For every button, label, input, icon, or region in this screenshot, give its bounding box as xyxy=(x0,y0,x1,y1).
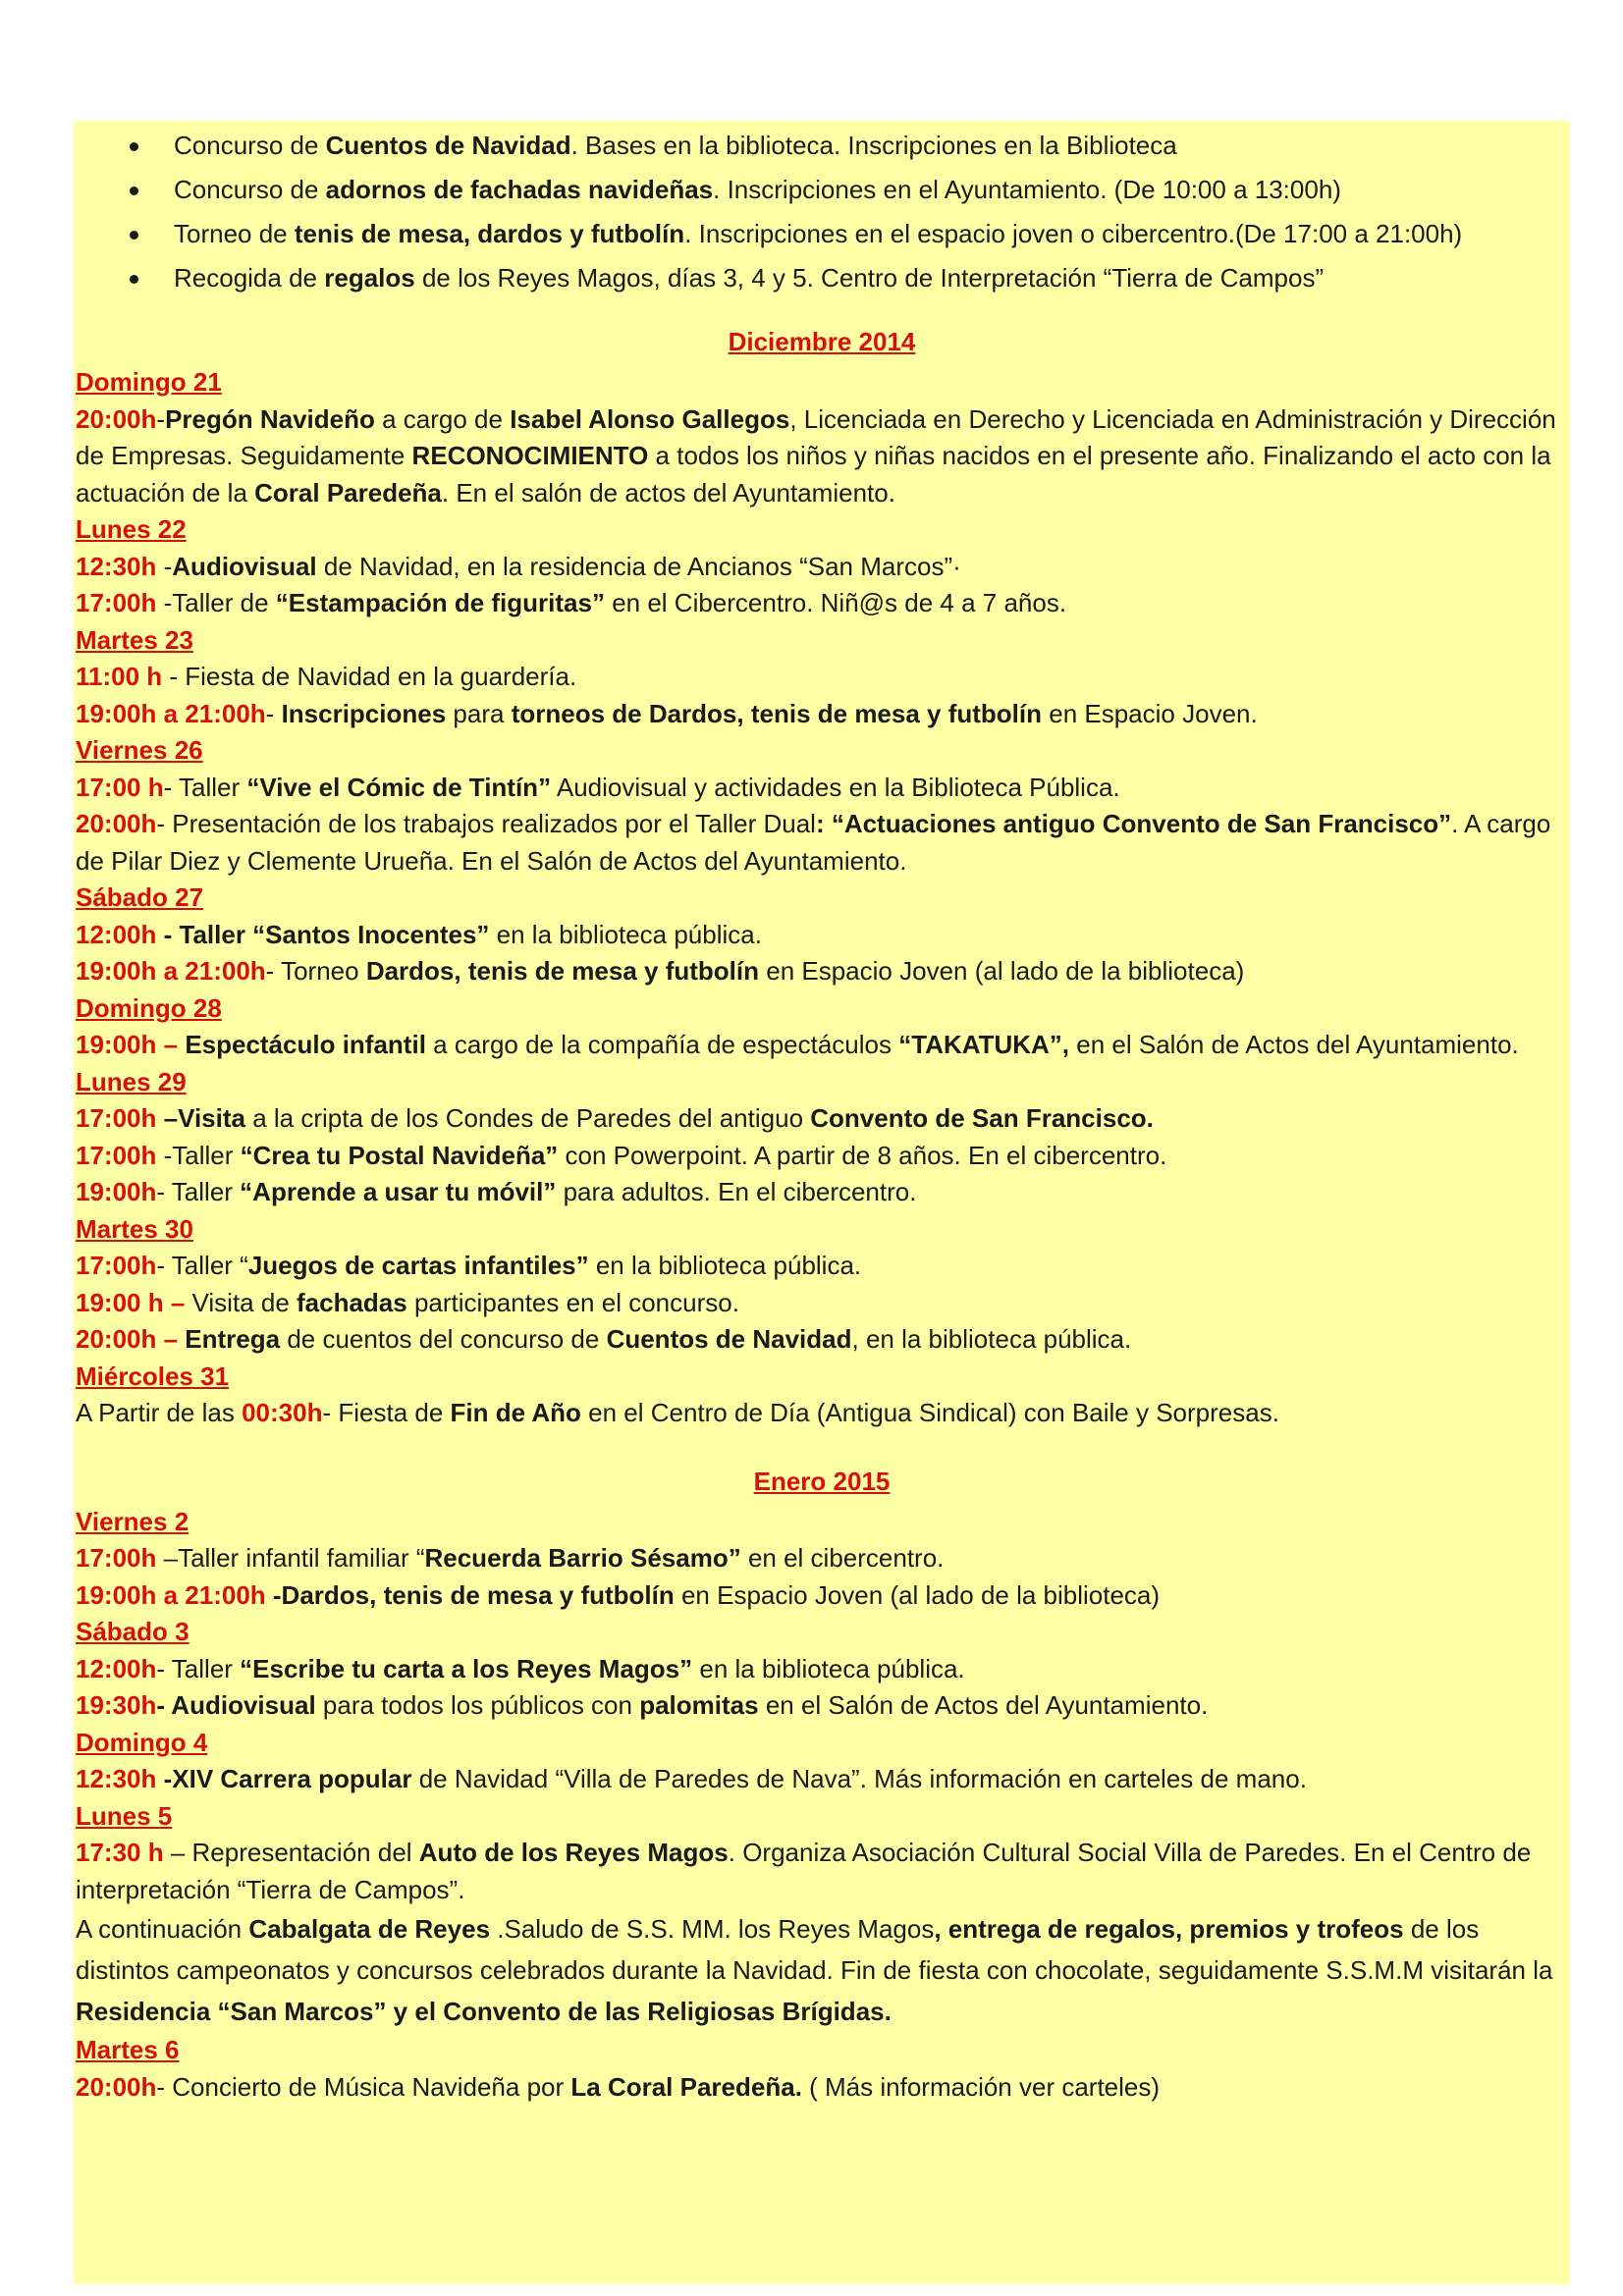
contest-list xyxy=(76,124,1568,300)
event-time: 17:00h xyxy=(76,1251,157,1280)
emphasis-text: - Audiovisual xyxy=(156,1690,316,1720)
bullet-item xyxy=(76,256,1568,300)
text-run: en el Salón de Actos del Ayuntamiento. xyxy=(758,1690,1209,1720)
text-run: para adultos. En el cibercentro. xyxy=(556,1177,917,1206)
text-run: - xyxy=(265,698,282,728)
emphasis-text: “Estampación de figuritas” xyxy=(275,588,605,617)
text-run: - xyxy=(156,403,166,434)
emphasis-text: Audiovisual xyxy=(172,551,317,581)
event-line xyxy=(76,1100,1568,1138)
emphasis-text: Dardos, tenis de mesa y futbolín xyxy=(365,956,760,986)
text-run: -Taller xyxy=(156,1140,241,1170)
text-run: A continuación xyxy=(76,1914,249,1944)
text-run: en la biblioteca pública. xyxy=(588,1251,862,1280)
day-heading: Lunes 22 xyxy=(76,514,187,544)
day-heading: Lunes 5 xyxy=(76,1800,173,1831)
event-line xyxy=(76,1174,1568,1211)
event-time: 20:00h xyxy=(76,2071,157,2102)
event-line xyxy=(76,549,1568,586)
text-run: - Taller xyxy=(156,1653,241,1683)
text-run: a la cripta de los Condes de Paredes del antiguo xyxy=(244,1103,811,1133)
text-run: - Fiesta de xyxy=(322,1398,451,1427)
bullet-item xyxy=(76,124,1568,168)
emphasis-text: Cabalgata de Reyes xyxy=(248,1914,491,1944)
bullet-item xyxy=(76,168,1568,212)
text-run: - Taller xyxy=(156,1177,241,1206)
event-time: 19:00h xyxy=(76,1177,157,1206)
event-time: 17:30 h xyxy=(76,1838,164,1867)
day-heading: Lunes 29 xyxy=(76,1066,187,1096)
text-run: , Licenciada en Derecho y Licenciada en Administración y Dirección de Empresas. Seguidamente xyxy=(76,403,1556,470)
event-time: 12:00h xyxy=(76,1653,157,1683)
event-line xyxy=(76,917,1568,954)
event-time: 17:00h xyxy=(76,1543,157,1573)
emphasis-text: RECONOCIMIENTO xyxy=(411,441,649,470)
text-run: con Powerpoint. A partir de 8 años. En el cibercentro. xyxy=(558,1140,1167,1170)
emphasis-text: Cuentos de Navidad xyxy=(606,1324,852,1354)
text-run: en la biblioteca pública. xyxy=(489,919,762,949)
text-run: en el Centro de Día (Antigua Sindical) con Baile y Sorpresas. xyxy=(580,1398,1279,1427)
emphasis-text: Cuentos de Navidad xyxy=(325,131,571,160)
emphasis-text: palomitas xyxy=(639,1690,759,1720)
event-line xyxy=(76,1321,1568,1359)
text-run: Torneo de xyxy=(174,219,295,248)
emphasis-text: Isabel Alonso Gallegos xyxy=(510,403,790,434)
event-line xyxy=(76,1577,1568,1615)
text-run: a cargo de xyxy=(374,403,511,434)
event-line xyxy=(76,1248,1568,1285)
emphasis-text: “Vive el Cómic de Tintín” xyxy=(246,772,552,802)
month-heading: Enero 2015 xyxy=(753,1466,891,1496)
emphasis-text: “Crea tu Postal Navideña” xyxy=(240,1140,559,1170)
text-run: en el Salón de Actos del Ayuntamiento. xyxy=(1069,1030,1519,1059)
event-line xyxy=(76,1651,1568,1688)
text-run: Recogida de xyxy=(174,263,325,293)
text-run: , en la biblioteca pública. xyxy=(851,1324,1132,1354)
text-run: Audiovisual y actividades en la Biblioteca Pública. xyxy=(551,772,1120,802)
day-heading: Sábado 27 xyxy=(76,882,204,912)
event-time: 12:30h xyxy=(76,1764,157,1793)
text-run: . En el salón de actos del Ayuntamiento. xyxy=(441,477,895,507)
text-run: de los distintos campeonatos y concursos celebrados durante la Navidad. Fin de fiesta con chocolate, seguidamente S.S.M.M visitarán la xyxy=(76,1914,1553,1985)
text-run: en Espacio Joven (al lado de la biblioteca) xyxy=(674,1579,1161,1610)
emphasis-text: Pregón Navideño xyxy=(165,403,375,434)
text-run: en el cibercentro. xyxy=(740,1543,945,1573)
text-run: Concurso de xyxy=(174,175,326,204)
event-line xyxy=(76,659,1568,696)
text-run: en la biblioteca pública. xyxy=(692,1653,965,1683)
emphasis-text: Inscripciones xyxy=(281,698,447,728)
text-run: para todos los públicos con xyxy=(315,1690,640,1720)
text-run: participantes en el concurso. xyxy=(406,1287,739,1317)
event-line xyxy=(76,585,1568,622)
text-run: de Navidad “Villa de Paredes de Nava”. Más información en carteles de mano. xyxy=(411,1764,1307,1793)
month-heading: Diciembre 2014 xyxy=(728,327,916,356)
emphasis-text: Coral Paredeña xyxy=(254,477,442,507)
event-time: 17:00h xyxy=(76,1140,157,1170)
emphasis-text: “TAKATUKA”, xyxy=(898,1030,1070,1059)
event-line xyxy=(76,1027,1568,1064)
text-run: .Saludo de S.S. MM. los Reyes Magos xyxy=(490,1914,935,1944)
event-time: 20:00h – xyxy=(76,1324,179,1354)
text-run: –Taller infantil familiar “ xyxy=(156,1543,425,1573)
event-time: 12:00h xyxy=(76,919,157,949)
text-run: Concurso de xyxy=(174,131,326,160)
event-time: 19:30h xyxy=(76,1690,157,1720)
text-run: a todos los niños y niñas nacidos en el presente año. Finalizando el acto con la actuación de la xyxy=(76,441,1551,507)
event-time: 19:00h a 21:00h xyxy=(76,698,266,728)
emphasis-text: : “Actuaciones antiguo Convento de San Francisco” xyxy=(815,809,1452,838)
day-heading: Domingo 4 xyxy=(76,1727,208,1757)
emphasis-text: Espectáculo infantil xyxy=(185,1030,426,1059)
day-heading: Miércoles 31 xyxy=(76,1361,230,1391)
emphasis-text: tenis de mesa, dardos y futbolín xyxy=(294,219,685,248)
event-time: 19:00h a 21:00h xyxy=(76,1579,266,1610)
event-line xyxy=(76,1138,1568,1175)
text-run: de cuentos del concurso de xyxy=(280,1324,607,1354)
event-time: 00:30h xyxy=(242,1398,323,1427)
text-run: en Espacio Joven (al lado de la biblioteca) xyxy=(759,956,1245,986)
month-section xyxy=(76,1460,1568,2107)
emphasis-text: fachadas xyxy=(297,1287,407,1317)
text-run: a cargo de la compañía de espectáculos xyxy=(425,1030,899,1059)
text-run: - xyxy=(156,551,173,581)
day-heading: Martes 23 xyxy=(76,624,193,655)
text-run: para xyxy=(446,698,512,728)
text-run: A Partir de las xyxy=(76,1398,243,1427)
emphasis-text: Fin de Año xyxy=(450,1398,581,1427)
program-document xyxy=(76,124,1568,2106)
emphasis-text: regalos xyxy=(324,263,415,293)
event-line xyxy=(76,806,1568,880)
bullet-item xyxy=(76,212,1568,256)
event-line xyxy=(76,1761,1568,1798)
event-time: 17:00 h xyxy=(76,772,164,802)
day-heading: Sábado 3 xyxy=(76,1617,189,1646)
emphasis-text: torneos de Dardos, tenis de mesa y futbolín xyxy=(511,698,1043,728)
text-run: -Taller de xyxy=(156,588,276,617)
calendar xyxy=(76,320,1568,2106)
event-time: 20:00h xyxy=(76,809,157,838)
text-run: - Taller “ xyxy=(156,1251,248,1280)
day-heading: Viernes 2 xyxy=(76,1506,189,1536)
text-run: Visita de xyxy=(185,1287,297,1317)
emphasis-text: Auto de los Reyes Magos xyxy=(418,1838,729,1867)
event-time: 19:00h – xyxy=(76,1030,179,1059)
event-time: 11:00 h xyxy=(76,662,163,691)
event-time: 19:00h a 21:00h xyxy=(76,956,266,986)
day-heading: Viernes 26 xyxy=(76,735,203,765)
emphasis-text: -XIV Carrera popular xyxy=(156,1764,412,1793)
event-line xyxy=(76,696,1568,733)
event-line xyxy=(76,1835,1568,1908)
text-run: - Taller xyxy=(163,772,247,802)
emphasis-text: “Aprende a usar tu móvil” xyxy=(240,1177,557,1206)
text-run: – Representación del xyxy=(163,1838,419,1867)
emphasis-text: La Coral Paredeña. xyxy=(570,2071,802,2102)
emphasis-text: Residencia “San Marcos” y el Convento de las Religiosas Brígidas. xyxy=(76,1997,892,2026)
event-line xyxy=(76,1395,1568,1432)
text-run: - Torneo xyxy=(265,956,366,986)
text-run: en el Cibercentro. Niñ@s de 4 a 7 años. xyxy=(604,588,1067,617)
text-run: ( Más información ver carteles) xyxy=(801,2071,1161,2102)
text-run: - Fiesta de Navidad en la guardería. xyxy=(162,662,577,691)
event-line xyxy=(76,1687,1568,1725)
event-time: 19:00 h – xyxy=(76,1287,186,1317)
text-run: . Inscripciones en el espacio joven o cibercentro.(De 17:00 a 21:00h) xyxy=(684,219,1463,248)
event-line xyxy=(76,401,1568,512)
text-run: en Espacio Joven. xyxy=(1042,698,1258,728)
emphasis-text: adornos de fachadas navideñas xyxy=(325,175,714,204)
event-time: 17:00h xyxy=(76,1103,157,1133)
emphasis-text: “Escribe tu carta a los Reyes Magos” xyxy=(240,1653,693,1683)
text-run: . Inscripciones en el Ayuntamiento. (De 10:00 a 13:00h) xyxy=(713,175,1341,204)
day-heading: Domingo 21 xyxy=(76,367,222,397)
emphasis-text: -Dardos, tenis de mesa y futbolín xyxy=(265,1579,675,1610)
day-heading: Domingo 28 xyxy=(76,992,222,1023)
event-line xyxy=(76,1540,1568,1577)
event-line xyxy=(76,770,1568,807)
emphasis-text: –Visita xyxy=(156,1103,245,1133)
text-run: de Navidad, en la residencia de Ancianos “San Marcos”· xyxy=(316,551,961,581)
emphasis-text: - Taller “Santos Inocentes” xyxy=(156,919,490,949)
event-line xyxy=(76,2069,1568,2107)
day-heading: Martes 30 xyxy=(76,1213,193,1244)
text-run: . A cargo de Pilar Diez y Clemente Urueña. En el Salón de Actos del Ayuntamiento. xyxy=(76,809,1551,876)
event-line xyxy=(76,1908,1568,2032)
day-heading: Martes 6 xyxy=(76,2035,180,2064)
emphasis-text: Recuerda Barrio Sésamo” xyxy=(424,1543,741,1573)
text-run: . Bases en la biblioteca. Inscripciones en la Biblioteca xyxy=(570,131,1177,160)
emphasis-text: Juegos de cartas infantiles” xyxy=(247,1251,589,1280)
event-time: 12:30h xyxy=(76,551,157,581)
event-line xyxy=(76,953,1568,990)
event-time: 20:00h xyxy=(76,403,157,434)
emphasis-text: , entrega de regalos, premios y trofeos xyxy=(934,1914,1404,1944)
emphasis-text: Convento de San Francisco. xyxy=(810,1103,1154,1133)
text-run: de los Reyes Magos, días 3, 4 y 5. Centro de Interpretación “Tierra de Campos” xyxy=(414,263,1325,293)
emphasis-text: Entrega xyxy=(178,1324,281,1354)
event-line xyxy=(76,1285,1568,1322)
month-section xyxy=(76,320,1568,1432)
text-run: - Concierto de Música Navideña por xyxy=(156,2071,571,2102)
text-run: . Organiza Asociación Cultural Social Villa de Paredes. En el Centro de interpretación “Tierra de Campos”. xyxy=(76,1838,1532,1904)
text-run: - Presentación de los trabajos realizados por el Taller Dual xyxy=(156,809,816,838)
event-time: 17:00h xyxy=(76,588,157,617)
